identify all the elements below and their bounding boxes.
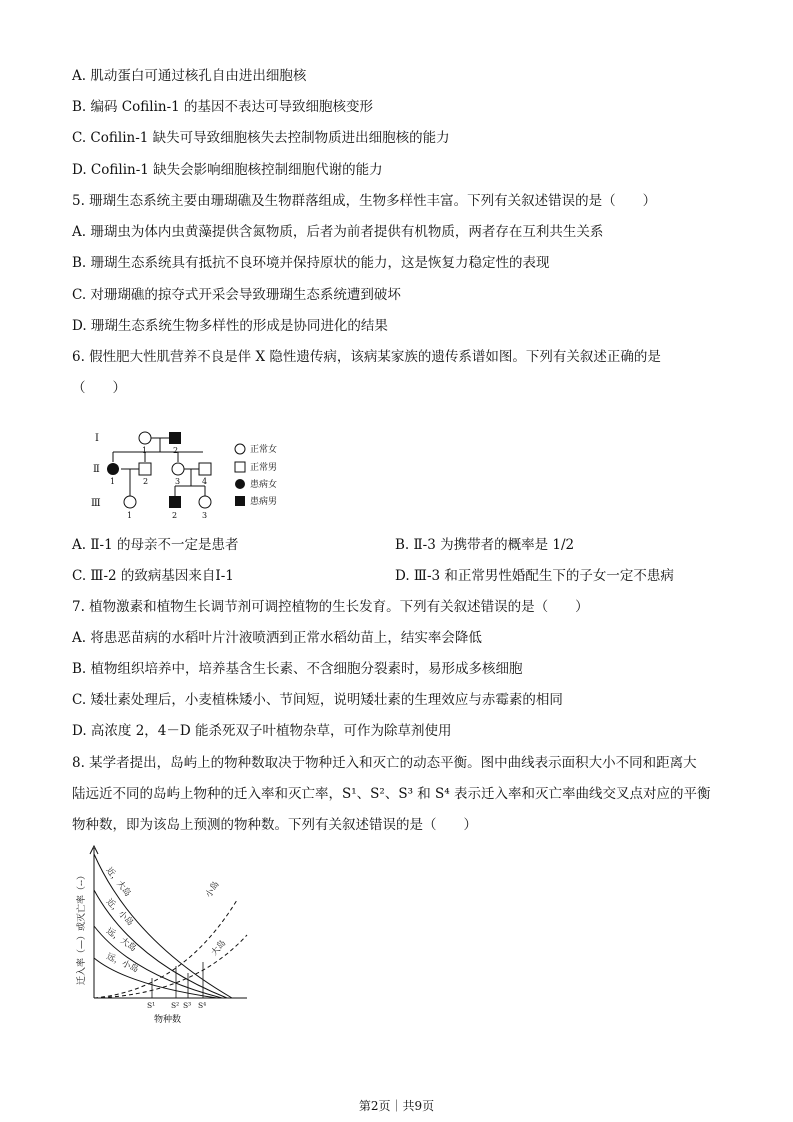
label-large-island: 大岛 xyxy=(209,938,229,958)
q7-option-c: C. 矮壮素处理后，小麦植株矮小、节间短，说明矮壮素的生理效应与赤霉素的相同 xyxy=(72,692,563,708)
num-iii3: 3 xyxy=(202,511,208,520)
label-s2: S² xyxy=(171,1001,180,1010)
pedigree-ii4-normal-male xyxy=(199,463,211,475)
label-far-small: 远，小岛 xyxy=(104,951,140,976)
q6-option-c: C. Ⅲ-2 的致病基因来自Ⅰ-1 xyxy=(72,568,234,584)
q5-option-b: B. 珊瑚生态系统具有抵抗不良环境并保持原状的能力，这是恢复力稳定性的表现 xyxy=(72,255,550,271)
q4-option-d: D. Cofilin-1 缺失会影响细胞核控制细胞代谢的能力 xyxy=(72,162,383,178)
q7-stem: 7. 植物激素和植物生长调节剂可调控植物的生长发育。下列有关叙述错误的是（ ） xyxy=(72,599,589,615)
legend-normal-female: 正常女 xyxy=(250,445,278,455)
num-iii2: 2 xyxy=(172,511,178,520)
x-axis-label: 物种数 xyxy=(154,1015,182,1025)
num-ii4: 4 xyxy=(202,477,208,486)
q5-option-a: A. 珊瑚虫为体内虫黄藻提供含氮物质，后者为前者提供有机物质，两者存在互利共生关系 xyxy=(72,224,604,240)
label-s4: S⁴ xyxy=(198,1001,207,1010)
num-ii3: 3 xyxy=(175,477,181,486)
pedigree-iii1-normal-female xyxy=(124,496,136,508)
label-near-small: 近，小岛 xyxy=(103,897,136,929)
num-i2: 2 xyxy=(173,446,179,455)
q7-option-b: B. 植物组织培养中，培养基含生长素、不含细胞分裂素时，易形成多核细胞 xyxy=(72,661,523,677)
pedigree-i1-normal-female xyxy=(139,432,151,444)
page-footer: 第2页｜共9页 xyxy=(358,1099,435,1113)
q8-stem-line3: 物种数，即为该岛上预测的物种数。下列有关叙述错误的是（ ） xyxy=(72,817,477,833)
label-small-island: 小岛 xyxy=(204,879,222,900)
legend-normal-male: 正常男 xyxy=(250,463,278,473)
gen-label-iii: Ⅲ xyxy=(91,498,101,509)
q6-stem-line2: （ ） xyxy=(72,380,126,396)
legend-affected-male: 患病男 xyxy=(250,497,278,507)
y-axis-label: 迁入率（—）或灭亡率（--） xyxy=(77,870,87,985)
q4-option-b: B. 编码 Cofilin-1 的基因不表达可导致细胞核变形 xyxy=(72,99,374,115)
pedigree-i2-affected-male xyxy=(169,432,181,444)
pedigree-ii1-affected-female xyxy=(107,463,119,475)
q6-stem-line1: 6. 假性肥大性肌营养不良是伴 X 隐性遗传病，该病某家族的遗传系谱如图。下列有关叙述正确的是 xyxy=(72,349,661,365)
pedigree-ii2-normal-male xyxy=(139,463,151,475)
label-far-large: 远，大岛 xyxy=(104,926,138,954)
q5-stem: 5. 珊瑚生态系统主要由珊瑚礁及生物群落组成，生物多样性丰富。下列有关叙述错误的是（ ） xyxy=(72,193,657,209)
q5-option-d: D. 珊瑚生态系统生物多样性的形成是协同进化的结果 xyxy=(72,318,388,334)
label-s1: S¹ xyxy=(147,1001,156,1010)
q6-option-d: D. Ⅲ-3 和正常男性婚配生下的子女一定不患病 xyxy=(395,568,674,584)
gen-label-ii: Ⅱ xyxy=(93,464,100,475)
label-s3: S³ xyxy=(183,1001,192,1010)
q8-stem-line2: 陆远近不同的岛屿上物种的迁入率和灭亡率，S¹、S²、S³ 和 S⁴ 表示迁入率和灭亡率曲线交叉点对应的平衡 xyxy=(72,786,711,802)
num-iii1: 1 xyxy=(127,511,133,520)
legend-affected-female: 患病女 xyxy=(250,480,278,490)
q7-option-d: D. 高浓度 2，4－D 能杀死双子叶植物杂草，可作为除草剂使用 xyxy=(72,723,452,739)
label-near-large: 近，大岛 xyxy=(103,865,133,899)
pedigree-ii3-normal-female xyxy=(172,463,184,475)
num-i1: 1 xyxy=(142,446,148,455)
q7-option-a: A. 将患恶苗病的水稻叶片汁液喷洒到正常水稻幼苗上，结实率会降低 xyxy=(72,630,482,646)
island-species-figure xyxy=(72,840,262,1030)
q4-option-c: C. Cofilin-1 缺失可导致细胞核失去控制物质进出细胞核的能力 xyxy=(72,130,450,146)
num-ii2: 2 xyxy=(143,477,149,486)
q6-option-a: A. Ⅱ-1 的母亲不一定是患者 xyxy=(72,537,239,553)
pedigree-iii3-normal-female xyxy=(199,496,211,508)
q4-option-a: A. 肌动蛋白可通过核孔自由进出细胞核 xyxy=(72,68,307,84)
q8-stem-line1: 8. 某学者提出，岛屿上的物种数取决于物种迁入和灭亡的动态平衡。图中曲线表示面积大小不同和距离大 xyxy=(72,755,697,771)
q5-option-c: C. 对珊瑚礁的掠夺式开采会导致珊瑚生态系统遭到破坏 xyxy=(72,287,401,303)
pedigree-iii2-affected-male xyxy=(169,496,181,508)
num-ii1: 1 xyxy=(110,477,116,486)
pedigree-chart xyxy=(85,420,305,525)
gen-label-i: Ⅰ xyxy=(95,433,99,444)
q6-option-b: B. Ⅱ-3 为携带者的概率是 1/2 xyxy=(395,537,575,553)
